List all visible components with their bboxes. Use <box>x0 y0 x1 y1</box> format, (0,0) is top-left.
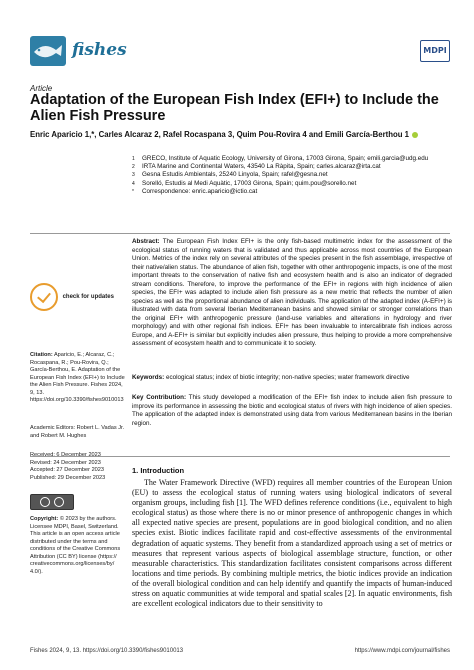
academic-editors: Academic Editors: Robert L. Vadas Jr. and Robert M. Hughes <box>30 425 125 439</box>
correspondence: * Correspondence: enric.aparicio@ictio.cat <box>132 187 258 195</box>
cc-by-license-icon[interactable] <box>30 494 74 510</box>
footer-journal-url[interactable]: https://www.mdpi.com/journal/fishes <box>354 648 450 654</box>
affiliation-item: 2 IRTA Marine and Continental Waters, 43540 La Ràpita, Spain; carles.alcaraz@irta.cat <box>132 163 381 171</box>
page-footer <box>30 648 450 654</box>
article-type: Article <box>30 84 53 93</box>
section-heading: 1. Introduction <box>132 466 185 475</box>
author-list <box>30 130 460 140</box>
mdpi-logo[interactable]: MDPI <box>420 40 450 62</box>
check-updates-icon <box>30 283 58 311</box>
affiliations <box>132 155 452 196</box>
footer-citation[interactable]: Fishes 2024, 9, 13. https://doi.org/10.3390/fishes9010013 <box>30 648 184 654</box>
introduction-text: The Water Framework Directive (WFD) requires all member countries of the European Union (EU) to assess the ecological status of running waters using biological indicators of several organism groups, including fish [1]. The WFD defines reference conditions (i.e., equivalent to high ecological status) as those where there is no or minor presence of anthropogenic changes in which all expected native species are present, populations are in good biological condition, and no alien species exist. Biotic indices facilitate rapid and cost-effective assessments of the environmental degradation of aquatic systems. They benefit from a standardized approach using a set of metrics or measures that represent various aspects of biological assemblage structure, function, or other measurable characteristics. This standardization facilitates consistent comparisons across different locations and time periods. By combining multiple metrics, the biotic indices provide an indication of the overall biological condition and can help identify and quantify the impacts of human-induced stress on aquatic communities at wide temporal and spatial scales [2]. In aquatic environments, fish are excellent ecological indicators due to their sensitivity to <box>132 478 452 609</box>
publication-dates: Received: 6 December 2023 Revised: 24 December 2023 Accepted: 27 December 2023 Published: 29 December 2023 <box>30 452 106 481</box>
article-title: Adaptation of the European Fish Index (EFI+) to Include the Alien Fish Pressure <box>30 92 439 124</box>
affiliation-item: 3 Gesna Estudis Ambientals, 25240 Linyola, Spain; rafel@gesna.net <box>132 171 328 179</box>
orcid-icon[interactable] <box>412 132 418 138</box>
keywords: Keywords: ecological status; index of biotic integrity; non-native species; water framework directive <box>132 374 410 381</box>
check-for-updates[interactable]: check for updates <box>30 283 125 311</box>
abstract: Abstract: The European Fish Index EFI+ is the only fish-based multimetric index for the assessment of the ecological status of running waters that is validated and thus applicable across most countries of the European Union. Metrics of the index rely on several attributes of the species present in the fish assemblage, irrespective of their native/alien status. The abundance of alien fish, together with other anthropogenic impacts, is one of the most important threats to the conservation of native fish and ecosystem health and is also an indicator of degraded stream conditions. Therefore, to improve the performance of the EFI+ in regions with high incidence of alien species, the EFI+ was adapted to include alien fish pressure as a new metric that reflects the number of alien species as well as the proportional abundance of alien individuals. The application of the adapted index (A-EFI+) is illustrated with data from several Iberian Mediterranean basins and showed similar or stronger correlations than the original EFI+ with anthropogenic pressure (land-use variables and alterations in hydrology and river morphology) and with other regional fish indices. EFI+ has been invaluable to intercalibrate fish indices across Europe, and A-EFI+ is similar but explicitly includes alien pressure, thus helping to provide a more comprehensive assessment of ecosystem health and to communicate it to society. <box>132 238 452 347</box>
journal-header <box>30 36 450 76</box>
journal-name[interactable]: fishes <box>72 40 127 60</box>
affiliation-item: 1 GRECO, Institute of Aquatic Ecology, University of Girona, 17003 Girona, Spain; emili.garcia@udg.edu <box>132 155 429 162</box>
authors-text: Enric Aparicio 1,*, Carles Alcaraz 2, Rafel Rocaspana 3, Quim Pou-Rovira 4 and Emili García-Berthou 1 <box>30 130 409 139</box>
divider <box>30 233 450 234</box>
key-contribution: Key Contribution: This study developed a modification of the EFI+ fish index to include alien fish pressure to improve its performance in assessing the biotic and ecological status of rivers with high incidence of alien species. The application of the adapted index is demonstrated using data from various Mediterranean basins in the Iberian region. <box>132 394 452 427</box>
copyright-block: Copyright: © 2023 by the authors. Licensee MDPI, Basel, Switzerland. This article is an open access article distributed under the terms and conditions of the Creative Commons Attribution (CC BY) license (https:// creativecommons.org/licenses/by/ 4.0/). <box>30 516 121 575</box>
fish-logo-icon <box>30 36 66 66</box>
divider <box>30 456 450 457</box>
affiliation-item: 4 Sorelló, Estudis al Medi Aquàtic, 17003 Girona, Spain; quim.pou@sorello.net <box>132 179 357 187</box>
citation-block: Citation: Aparicio, E.; Alcaraz, C.; Rocaspana, R.; Pou-Rovira, Q.; García-Berthou, E. Adaptation of the European Fish Index (EFI+) to Include the Alien Fish Pressure. Fishes 2024, 9, 13. https://doi.org/10.3390/fishes9010013 <box>30 352 125 403</box>
